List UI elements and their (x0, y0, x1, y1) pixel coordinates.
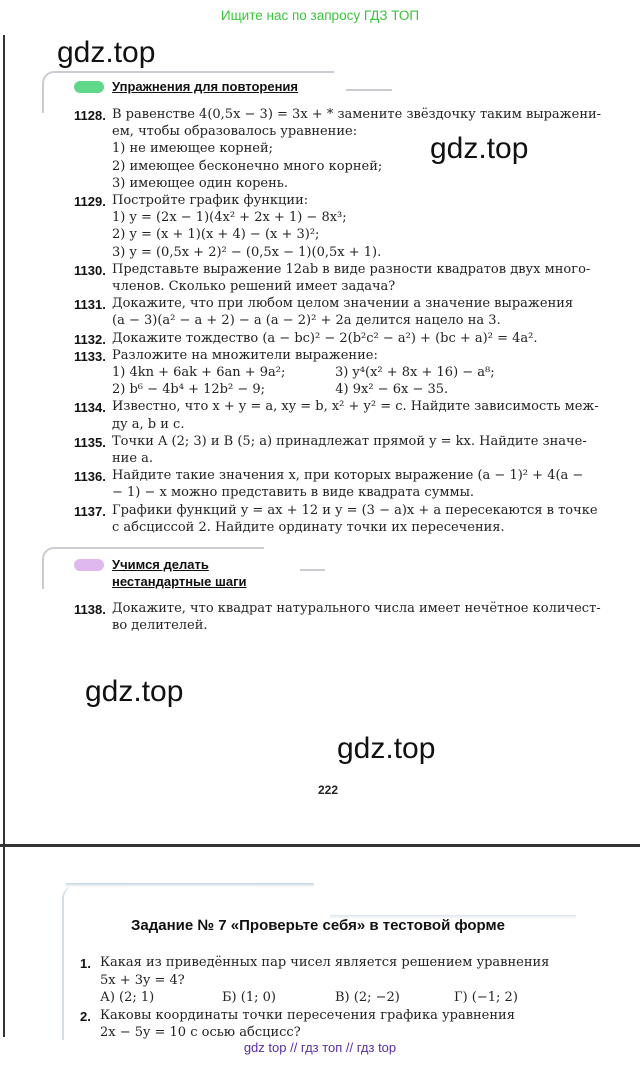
question-number: 1. (80, 956, 91, 971)
question-text-line: 2x − 5y = 10 с осью абсцисс? (100, 1025, 301, 1040)
exercise-text-line: Известно, что x + y = a, xy = b, x² + y² = c. Найдите зависимость меж- (112, 399, 599, 415)
exercise-text-line: Докажите тождество (a − bc)² − 2(b²c² − a²) + (bc + a)² = 4a². (112, 330, 538, 346)
exercise-text-line: Графики функций y = ax + 12 и y = (3 − a)x + a пересекаются в точке (112, 502, 598, 518)
exercise-text-line: 2) y = (x + 1)(x + 4) − (x + 3)²; (112, 227, 320, 243)
exercise-text-line: 1) 4kn + 6ak + 6an + 9a²; 3) y⁴(x² + 8x + 16) − a⁸; (112, 365, 495, 380)
question-text-line: Каковы координаты точки пересечения графика уравнения (100, 1007, 515, 1023)
page-border-left (3, 35, 5, 845)
page-divider (0, 844, 640, 847)
exercise-text-line: 3) y = (0,5x + 2)² − (0,5x − 1)(0,5x + 1). (112, 244, 382, 260)
answer-option: Г) (−1; 2) (454, 990, 518, 1005)
exercise-text-line: Представьте выражение 12ab в виде разности квадратов двух много- (112, 261, 591, 277)
question-text-line: 5x + 3y = 4? (100, 972, 185, 988)
exercise-text-line: во делителей. (112, 618, 208, 634)
exercise-text-line: ду a, b и c. (112, 416, 185, 432)
exercise-number: 1129. (74, 194, 106, 209)
section-tab-tail (346, 89, 392, 91)
exercise-text-line: ние a. (112, 451, 154, 466)
exercise-text-line: Разложите на множители выражение: (112, 347, 378, 363)
answer-option: Б) (1; 0) (222, 990, 276, 1005)
exercise-text-line: (a − 3)(a² − a + 2) − a (a − 2)² + 2a делится нацело на 3. (112, 313, 501, 329)
violet-pill-icon (74, 559, 104, 571)
exercise-text-line: 1) y = (2x − 1)(4x² + 2x + 1) − 8x³; (112, 210, 347, 226)
exercise-number: 1130. (74, 262, 106, 278)
test-title: Задание № 7 «Проверьте себя» в тестовой форме (131, 917, 505, 934)
watermark: gdz.top (57, 36, 156, 69)
exercise-text-line: Точки A (2; 3) и B (5; a) принадлежат прямой y = kx. Найдите значе- (112, 433, 587, 449)
question-text-line: Какая из приведённых пар чисел является решением уравнения (100, 955, 550, 970)
search-banner[interactable]: Ищите нас по запросу ГДЗ ТОП (220, 8, 420, 23)
exercise-number: 1137. (74, 503, 106, 519)
footer-links[interactable]: gdz top // гдз топ // гдз top (0, 1040, 640, 1066)
exercise-text-line: членов. Сколько решений имеет задача? (112, 279, 396, 294)
exercise-number: 1132. (74, 331, 106, 347)
section-title-review: Упражнения для повторения (112, 79, 299, 94)
exercise-text-line: Найдите такие значения x, при которых выражение (a − 1)² + 4(a − (112, 468, 584, 484)
exercise-text-line: − 1) − x можно представить в виде квадрата суммы. (112, 485, 475, 501)
section-tab-tail-2 (300, 569, 325, 571)
exercise-number: 1128. (74, 108, 106, 123)
exercise-number: 1131. (74, 297, 106, 313)
watermark: gdz.top (337, 732, 436, 765)
page-number: 222 (318, 783, 339, 797)
exercise-text-line: 3) имеющее один корень. (112, 175, 289, 191)
exercise-text-line: В равенстве 4(0,5x − 3) = 3x + * замените звёздочку таким выражени- (112, 107, 602, 122)
exercise-text-line: ем, чтобы образовалось уравнение: (112, 124, 358, 140)
exercise-number: 1134. (74, 400, 106, 416)
exercise-number: 1136. (74, 469, 106, 485)
exercise-number: 1133. (74, 348, 106, 364)
exercise-number: 1135. (74, 434, 106, 450)
exercise-text-line: с абсциссой 2. Найдите ординату точки их пересечения. (112, 519, 505, 535)
page-border-left-2 (3, 847, 5, 1037)
answer-option: А) (2; 1) (100, 990, 155, 1005)
exercise-text-line: Докажите, что при любом целом значении a значение выражения (112, 296, 574, 312)
exercise-number: 1138. (74, 602, 106, 617)
section-title-nonstandard-2: нестандартные шаги (112, 574, 247, 589)
exercise-text-line: 1) не имеющее корней; (112, 141, 274, 157)
answer-option: В) (2; −2) (335, 990, 400, 1005)
green-pill-icon (74, 81, 104, 93)
exercise-text-line: 2) b⁶ − 4b⁴ + 12b² − 9; 4) 9x² − 6x − 35. (112, 382, 449, 398)
exercise-text-line: Постройте график функции: (112, 193, 309, 208)
watermark: gdz.top (430, 132, 529, 165)
exercise-text-line: Докажите, что квадрат натурального числа имеет нечётное количест- (112, 601, 601, 616)
exercise-text-line: 2) имеющее бесконечно много корней; (112, 158, 383, 174)
question-number: 2. (80, 1008, 91, 1024)
test-card-tab (66, 883, 314, 887)
section-title-nonstandard-1: Учимся делать (112, 557, 209, 572)
watermark: gdz.top (85, 675, 184, 708)
